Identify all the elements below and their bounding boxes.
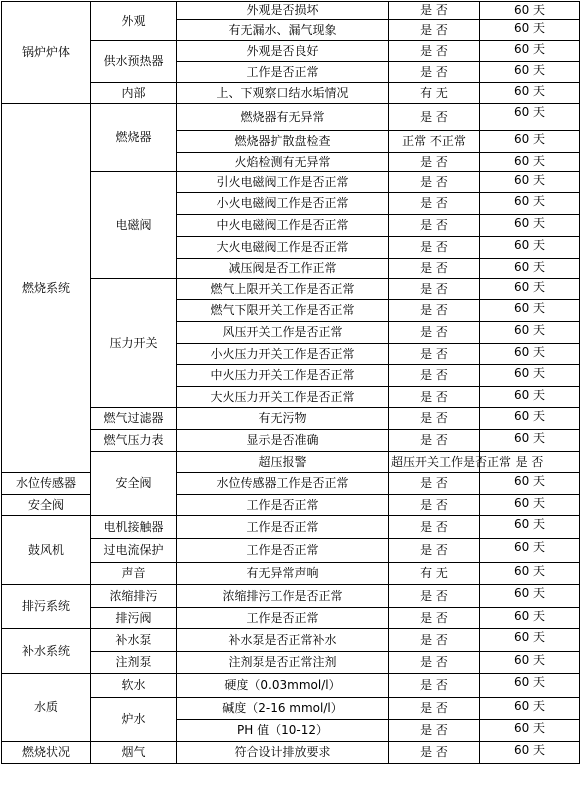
category-cell: 排污系统	[2, 585, 91, 629]
result-cell: 是 否	[389, 20, 480, 41]
result-cell: 是 否	[389, 300, 480, 322]
check-item-cell: 工作是否正常	[177, 62, 389, 83]
component-cell: 炉水	[91, 698, 177, 742]
result-cell: 是 否	[389, 516, 480, 539]
cycle-cell: 60 天	[480, 237, 580, 259]
component-cell: 电机接触器	[91, 516, 177, 539]
inspection-table	[1, 1, 580, 764]
check-item-cell: 燃气下限开关工作是否正常	[177, 300, 389, 322]
check-item-cell: 工作是否正常	[177, 516, 389, 539]
component-cell: 浓缩排污	[91, 585, 177, 608]
check-item-cell: 有无污物	[177, 408, 389, 430]
result-cell: 是 否	[389, 408, 480, 430]
category-cell: 补水系统	[2, 629, 91, 674]
check-item-cell: 上、下观察口结水垢情况	[177, 83, 389, 104]
result-cell: 是 否	[389, 629, 480, 652]
table-row	[2, 674, 580, 698]
category-cell: 鼓风机	[2, 516, 91, 585]
check-item-cell: 外观是否良好	[177, 41, 389, 62]
result-cell: 是 否	[389, 742, 480, 764]
result-cell: 是 否	[389, 652, 480, 674]
cycle-cell: 60 天	[480, 629, 580, 652]
result-cell: 是 否	[389, 41, 480, 62]
table-row	[2, 2, 580, 20]
result-cell: 是 否	[389, 698, 480, 720]
result-cell: 是 否	[389, 344, 480, 365]
result-cell: 是 否	[389, 104, 480, 131]
result-cell: 是 否	[389, 172, 480, 193]
table-row	[2, 495, 580, 516]
cycle-cell: 60 天	[480, 2, 580, 20]
cycle-cell: 60 天	[480, 104, 580, 131]
cycle-cell: 60 天	[480, 539, 580, 563]
check-item-cell: 燃烧器扩散盘检查	[177, 131, 389, 153]
result-cell: 是 否	[389, 430, 480, 452]
check-item-cell: 工作是否正常	[177, 608, 389, 629]
result-cell: 是 否	[389, 153, 480, 172]
cycle-cell: 60 天	[480, 365, 580, 387]
inspection-table-body	[2, 2, 580, 764]
component-cell: 软水	[91, 674, 177, 698]
result-cell: 是 否	[389, 495, 480, 516]
check-item-cell: 大火压力开关工作是否正常	[177, 387, 389, 408]
cycle-cell: 60 天	[480, 387, 580, 408]
cycle-cell: 60 天	[480, 408, 580, 430]
check-item-cell: 引火电磁阀工作是否正常	[177, 172, 389, 193]
check-item-cell: 有无异常声响	[177, 563, 389, 585]
result-cell: 是 否	[389, 237, 480, 259]
component-cell: 燃气压力表	[91, 430, 177, 452]
result-cell: 是 否	[389, 585, 480, 608]
check-item-cell: 火焰检测有无异常	[177, 153, 389, 172]
table-row	[2, 473, 580, 495]
check-item-cell: 工作是否正常	[177, 539, 389, 563]
check-item-cell: 中火压力开关工作是否正常	[177, 365, 389, 387]
category-cell: 安全阀	[91, 452, 177, 516]
cycle-cell: 60 天	[480, 300, 580, 322]
cycle-cell: 60 天	[480, 473, 580, 495]
result-cell: 是 否	[389, 2, 480, 20]
check-item-cell: 补水泵是否正常补水	[177, 629, 389, 652]
cycle-cell: 60 天	[480, 430, 580, 452]
result-cell: 是 否	[389, 473, 480, 495]
cycle-cell: 60 天	[480, 608, 580, 629]
category-cell: 燃烧系统	[2, 104, 91, 473]
cycle-cell: 60 天	[480, 193, 580, 215]
check-item-cell: 显示是否准确	[177, 430, 389, 452]
result-cell: 是 否	[389, 539, 480, 563]
check-item-cell: 风压开关工作是否正常	[177, 322, 389, 344]
result-cell: 是 否	[389, 259, 480, 279]
cycle-cell: 60 天	[480, 742, 580, 764]
cycle-cell: 60 天	[480, 652, 580, 674]
result-cell: 是 否	[389, 279, 480, 300]
table-row	[2, 585, 580, 608]
category-cell: 锅炉炉体	[2, 2, 91, 104]
check-item-cell: 硬度（0.03mmol/l）	[177, 674, 389, 698]
component-cell: 电磁阀	[91, 172, 177, 279]
component-cell: 外观	[91, 2, 177, 41]
table-row	[2, 104, 580, 131]
component-cell: 过电流保护	[91, 539, 177, 563]
cycle-cell: 60 天	[480, 585, 580, 608]
cycle-cell: 60 天	[480, 279, 580, 300]
table-row	[2, 629, 580, 652]
result-cell: 有 无	[389, 563, 480, 585]
check-item-cell: 有无漏水、漏气现象	[177, 20, 389, 41]
result-cell: 是 否	[389, 387, 480, 408]
result-cell: 是 否	[389, 322, 480, 344]
result-cell: 是 否	[389, 62, 480, 83]
table-row	[2, 742, 580, 764]
check-item-cell: 中火电磁阀工作是否正常	[177, 215, 389, 237]
check-item-cell: 燃烧器有无异常	[177, 104, 389, 131]
result-cell: 是 否	[389, 608, 480, 629]
cycle-cell: 60 天	[480, 41, 580, 62]
component-cell: 排污阀	[91, 608, 177, 629]
cycle-cell: 60 天	[480, 62, 580, 83]
check-item-cell: 大火电磁阀工作是否正常	[177, 237, 389, 259]
component-cell: 声音	[91, 563, 177, 585]
cycle-cell: 60 天	[480, 172, 580, 193]
result-cell: 正常 不正常	[389, 131, 480, 153]
cycle-cell: 60 天	[480, 674, 580, 698]
check-item-cell: 燃气上限开关工作是否正常	[177, 279, 389, 300]
table-row	[2, 516, 580, 539]
cycle-cell: 60 天	[480, 344, 580, 365]
component-cell: 燃气过滤器	[91, 408, 177, 430]
cycle-cell: 60 天	[480, 259, 580, 279]
cycle-cell: 60 天	[480, 495, 580, 516]
check-item-cell: PH 值（10-12）	[177, 720, 389, 742]
check-item-cell: 浓缩排污工作是否正常	[177, 585, 389, 608]
result-cell: 是 否	[389, 193, 480, 215]
cycle-cell: 60 天	[480, 563, 580, 585]
category-cell: 水质	[2, 674, 91, 742]
component-cell: 安全阀	[2, 495, 91, 516]
component-cell: 供水预热器	[91, 41, 177, 83]
cycle-cell: 60 天	[480, 698, 580, 720]
check-item-cell: 小火压力开关工作是否正常	[177, 344, 389, 365]
category-cell: 燃烧状况	[2, 742, 91, 764]
result-cell: 是 否	[389, 365, 480, 387]
cycle-cell: 60 天	[480, 322, 580, 344]
check-item-cell: 符合设计排放要求	[177, 742, 389, 764]
component-cell: 注剂泵	[91, 652, 177, 674]
cycle-cell: 60 天	[480, 83, 580, 104]
result-cell: 是 否	[389, 215, 480, 237]
check-item-cell: 注剂泵是否正常注剂	[177, 652, 389, 674]
check-item-cell: 工作是否正常	[177, 495, 389, 516]
result-cell: 是 否	[389, 720, 480, 742]
check-item-cell: 减压阀是否工作正常	[177, 259, 389, 279]
result-cell: 是 否	[480, 452, 580, 473]
cycle-cell: 60 天	[480, 516, 580, 539]
check-item-cell: 碱度（2-16 mmol/l）	[177, 698, 389, 720]
check-item-cell: 超压开关工作是否正常	[389, 452, 480, 473]
check-item-cell: 小火电磁阀工作是否正常	[177, 193, 389, 215]
component-cell: 压力开关	[91, 279, 177, 408]
result-cell: 是 否	[389, 674, 480, 698]
component-cell: 超压报警	[177, 452, 389, 473]
cycle-cell: 60 天	[480, 153, 580, 172]
cycle-cell: 60 天	[480, 720, 580, 742]
result-cell: 有 无	[389, 83, 480, 104]
component-cell: 烟气	[91, 742, 177, 764]
component-cell: 水位传感器	[2, 473, 91, 495]
cycle-cell: 60 天	[480, 131, 580, 153]
check-item-cell: 水位传感器工作是否正常	[177, 473, 389, 495]
cycle-cell: 60 天	[480, 20, 580, 41]
component-cell: 燃烧器	[91, 104, 177, 172]
component-cell: 补水泵	[91, 629, 177, 652]
cycle-cell: 60 天	[480, 215, 580, 237]
check-item-cell: 外观是否损坏	[177, 2, 389, 20]
component-cell: 内部	[91, 83, 177, 104]
